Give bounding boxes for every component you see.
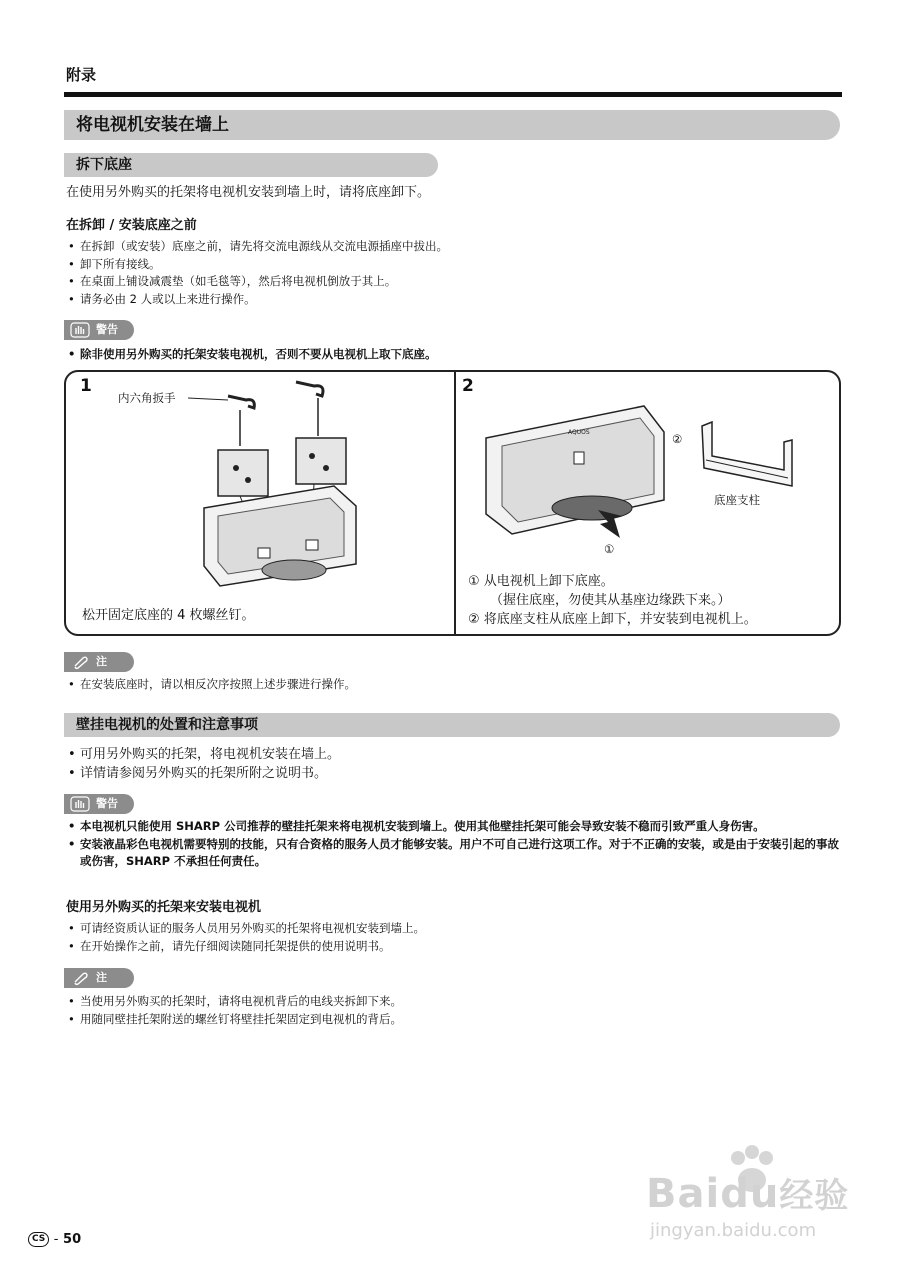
list-item: • 详情请参阅另外购买的托架所附之说明书。 xyxy=(66,764,826,783)
list-item: • 在开始操作之前，请先仔细阅读随同托架提供的使用说明书。 xyxy=(66,938,826,956)
note1-list xyxy=(66,676,826,694)
warning-tag xyxy=(64,320,134,340)
warning-label: 警告 xyxy=(96,797,118,810)
watermark-url: jingyan.baidu.com xyxy=(650,1220,817,1241)
wall-note-list xyxy=(66,993,826,1028)
paperclip-icon xyxy=(70,970,90,993)
watermark-logo-text: Bai xyxy=(646,1171,721,1217)
hand-warning-icon xyxy=(70,796,90,819)
marker-2-figure: ② xyxy=(672,432,683,446)
list-item: • 安装液晶彩色电视机需要特别的技能，只有合资格的服务人员才能够安装。用户不可自己进行这项工作。对于不正确的安装，或是由于安装引起的事故或伤害，SHARP 不承担任何责任。 xyxy=(66,836,842,871)
page-footer xyxy=(28,1232,81,1247)
list-item: • 在拆卸（或安装）底座之前，请先将交流电源线从交流电源插座中拔出。 xyxy=(66,238,826,256)
warning-tag xyxy=(64,794,134,814)
bracket-heading: 使用另外购买的托架来安装电视机 xyxy=(66,900,262,915)
wall-mount-heading: 壁挂电视机的处置和注意事项 xyxy=(64,713,840,737)
list-item: • 可用另外购买的托架，将电视机安装在墙上。 xyxy=(66,745,826,764)
page-title: 将电视机安装在墙上 xyxy=(64,110,840,140)
list-item: • 卸下所有接线。 xyxy=(66,256,826,274)
paperclip-icon xyxy=(70,654,90,677)
marker-1-figure: ① xyxy=(604,542,615,556)
before-heading: 在拆卸 / 安装底座之前 xyxy=(66,218,197,233)
remove-stand-heading: 拆下底座 xyxy=(64,153,438,177)
list-item: • 可请经资质认证的服务人员用另外购买的托架将电视机安装到墙上。 xyxy=(66,920,826,938)
list-item: • 用随同壁挂托架附送的螺丝钉将壁挂托架固定到电视机的背后。 xyxy=(66,1011,826,1029)
step1-illustration xyxy=(184,376,364,596)
list-item: • 在桌面上铺设减震垫（如毛毯等），然后将电视机倒放于其上。 xyxy=(66,273,826,291)
list-item: • 除非使用另外购买的托架安装电视机，否则不要从电视机上取下底座。 xyxy=(66,346,826,364)
watermark-logo-cn: 经验 xyxy=(779,1176,850,1216)
step1-number: 1 xyxy=(80,376,92,396)
note-tag xyxy=(64,968,134,988)
step2-caption-1: ① 从电视机上卸下底座。 xyxy=(468,574,614,589)
language-badge: CS xyxy=(28,1232,49,1247)
step2-number: 2 xyxy=(462,376,474,396)
footer-separator: - xyxy=(53,1232,59,1247)
page-number: 50 xyxy=(63,1232,82,1247)
wall-mount-list xyxy=(66,745,826,783)
step1-caption: 松开固定底座的 4 枚螺丝钉。 xyxy=(82,608,255,623)
stand-post-illustration xyxy=(688,416,798,496)
step2-caption-3: ② 将底座支柱从底座上卸下，并安装到电视机上。 xyxy=(468,612,757,627)
remove-stand-intro: 在使用另外购买的托架将电视机安装到墙上时，请将底座卸下。 xyxy=(66,185,431,200)
before-list xyxy=(66,238,826,308)
figure-divider xyxy=(454,370,456,636)
hand-warning-icon xyxy=(70,322,90,345)
list-item: • 在安装底座时，请以相反次序按照上述步骤进行操作。 xyxy=(66,676,826,694)
step2-caption-2: （握住底座，勿使其从基座边缘跌下来。） xyxy=(490,593,731,608)
warning-list xyxy=(66,346,826,364)
note-label: 注 xyxy=(96,655,107,668)
bracket-list xyxy=(66,920,826,955)
list-item: • 本电视机只能使用 SHARP 公司推荐的壁挂托架来将电视机安装到墙上。使用其他壁挂托架可能会导致安装不稳而引致严重人身伤害。 xyxy=(66,818,842,836)
step2-illustration xyxy=(480,396,683,566)
warning-label: 警告 xyxy=(96,323,118,336)
hex-wrench-label: 内六角扳手 xyxy=(118,391,176,405)
tv-brand-logo: AQUOS xyxy=(568,429,590,436)
note-label: 注 xyxy=(96,971,107,984)
header-rule xyxy=(64,92,842,97)
list-item: • 当使用另外购买的托架时，请将电视机背后的电线夹拆卸下来。 xyxy=(66,993,826,1011)
note-tag xyxy=(64,652,134,672)
wall-warning-list xyxy=(66,818,842,871)
stand-post-label: 底座支柱 xyxy=(714,493,760,507)
list-item: • 请务必由 2 人或以上来进行操作。 xyxy=(66,291,826,309)
section-label: 附录 xyxy=(66,66,97,84)
baidu-watermark xyxy=(640,1140,880,1250)
watermark-logo-text2: du xyxy=(720,1171,780,1217)
